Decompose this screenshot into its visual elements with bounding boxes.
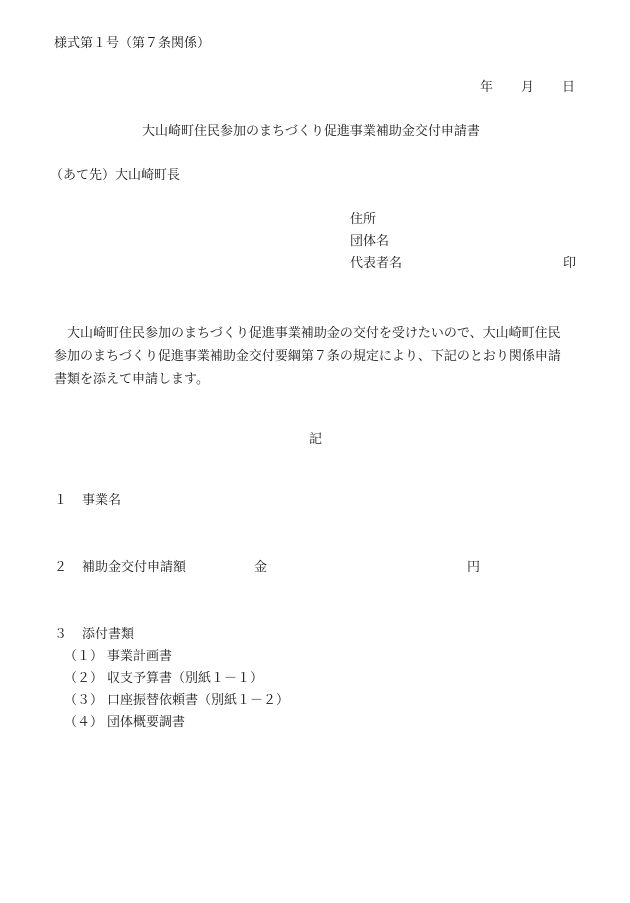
application-statement [54, 322, 594, 391]
attachment-number: （２） [64, 671, 104, 686]
form-number: 様式第１号（第７条関係） [54, 36, 211, 51]
amount-prefix: 金 [254, 560, 268, 575]
attachment-number: （１） [64, 649, 104, 664]
statement-line: 書類を添えて申請します。 [54, 372, 209, 387]
statement-line: 大山崎町住民参加のまちづくり促進事業補助金の交付を受けたいので、大山崎町住民 [54, 326, 561, 341]
attachment-label: 事業計画書 [107, 649, 173, 664]
ki-heading: 記 [309, 432, 323, 447]
item-3-label: 添付書類 [82, 627, 135, 642]
attachment-number: （４） [64, 715, 104, 730]
attachment-label: 団体概要調書 [107, 715, 186, 730]
date-year-label: 年 [480, 80, 494, 95]
item-3-number: ３ [54, 627, 68, 642]
representative-label: 代表者名 [350, 256, 403, 271]
attachment-number: （３） [64, 693, 104, 708]
address-label: 住所 [350, 212, 377, 227]
item-1-label: 事業名 [82, 493, 122, 508]
amount-suffix: 円 [467, 560, 481, 575]
group-name-label: 団体名 [350, 234, 390, 249]
attachment-label: 収支予算書（別紙１－１） [107, 671, 264, 686]
date-month-label: 月 [521, 80, 535, 95]
date-day-label: 日 [562, 80, 576, 95]
seal-mark: 印 [563, 256, 577, 271]
attachment-label: 口座振替依頼書（別紙１－２） [107, 693, 290, 708]
item-1-number: １ [54, 493, 68, 508]
item-2-label: 補助金交付申請額 [82, 560, 187, 575]
statement-line: 参加のまちづくり促進事業補助金交付要綱第７条の規定により、下記のとおり関係申請 [54, 349, 561, 364]
addressee: （あて先）大山崎町長 [50, 168, 181, 183]
item-2-number: ２ [54, 560, 68, 575]
document-title: 大山崎町住民参加のまちづくり促進事業補助金交付申請書 [142, 124, 480, 139]
